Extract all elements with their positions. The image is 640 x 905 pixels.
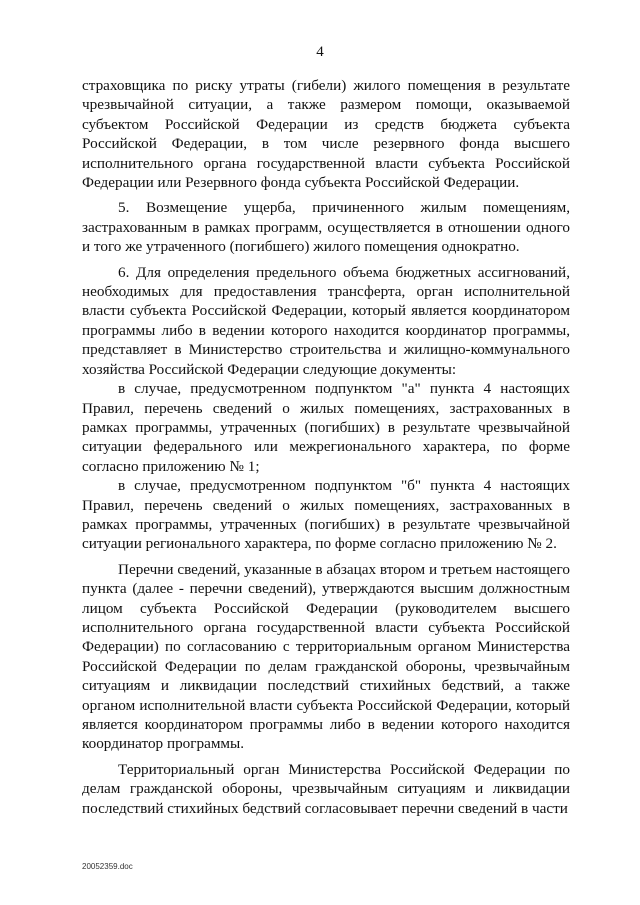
document-body [82, 76, 570, 818]
paragraph-subitem-a: в случае, предусмотренном подпунктом "а" пункта 4 настоящих Правил, перечень сведений о жилых помещениях, застрахованных в рамках программы, утраченных (погибших) в результате чрезвычайной ситуации федерального или межрегионального характера, по форме согласно приложению № 1; [82, 380, 570, 475]
paragraph-subitem-b: в случае, предусмотренном подпунктом "б" пункта 4 настоящих Правил, перечень сведений о жилых помещениях, застрахованных в рамках программы, утраченных (погибших) в результате чрезвычайной ситуации регионального характера, по форме согласно приложению № 2. [82, 477, 570, 553]
paragraph-item-6: 6. Для определения предельного объема бюджетных ассигнований, необходимых для предоставления трансферта, орган исполнительной власти субъекта Российской Федерации, который является координатором программы либо в ведении которого находится координатор программы, представляет в Министерство строительства и жилищно-коммунального хозяйства Российской Федерации следующие документы: [82, 263, 570, 378]
file-name-footer: 20052359.doc [82, 862, 133, 871]
paragraph-territorial-body: Территориальный орган Министерства Российской Федерации по делам гражданской обороны, чрезвычайным ситуациям и ликвидации последствий стихийных бедствий согласовывает перечни сведений в части [82, 760, 570, 817]
paragraph-lists-approval: Перечни сведений, указанные в абзацах втором и третьем настоящего пункта (далее - перечни сведений), утверждаются высшим должностным лицом субъекта Российской Федерации (руководителем высшего исполнительного органа государственной власти субъекта Российской Федерации) по согласованию с территориальным органом Министерства Российской Федерации по делам гражданской обороны, чрезвычайным ситуациям и ликвидации последствий стихийных бедствий, а также органом исполнительной власти субъекта Российской Федерации, который является координатором программы либо в ведении которого находится координатор программы. [82, 560, 570, 753]
paragraph-item-5: 5. Возмещение ущерба, причиненного жилым помещениям, застрахованным в рамках программ, осуществляется в отношении одного и того же утраченного (погибшего) жилого помещения однократно. [82, 199, 570, 256]
paragraph-continuation: страховщика по риску утраты (гибели) жилого помещения в результате чрезвычайной ситуации, а также размером помощи, оказываемой субъектом Российской Федерации из средств бюджета субъекта Российской Федерации, в том числе резервного фонда высшего исполнительного органа государственной власти субъекта Российской Федерации или Резервного фонда субъекта Российской Федерации. [82, 77, 570, 192]
page-number: 4 [316, 44, 324, 60]
